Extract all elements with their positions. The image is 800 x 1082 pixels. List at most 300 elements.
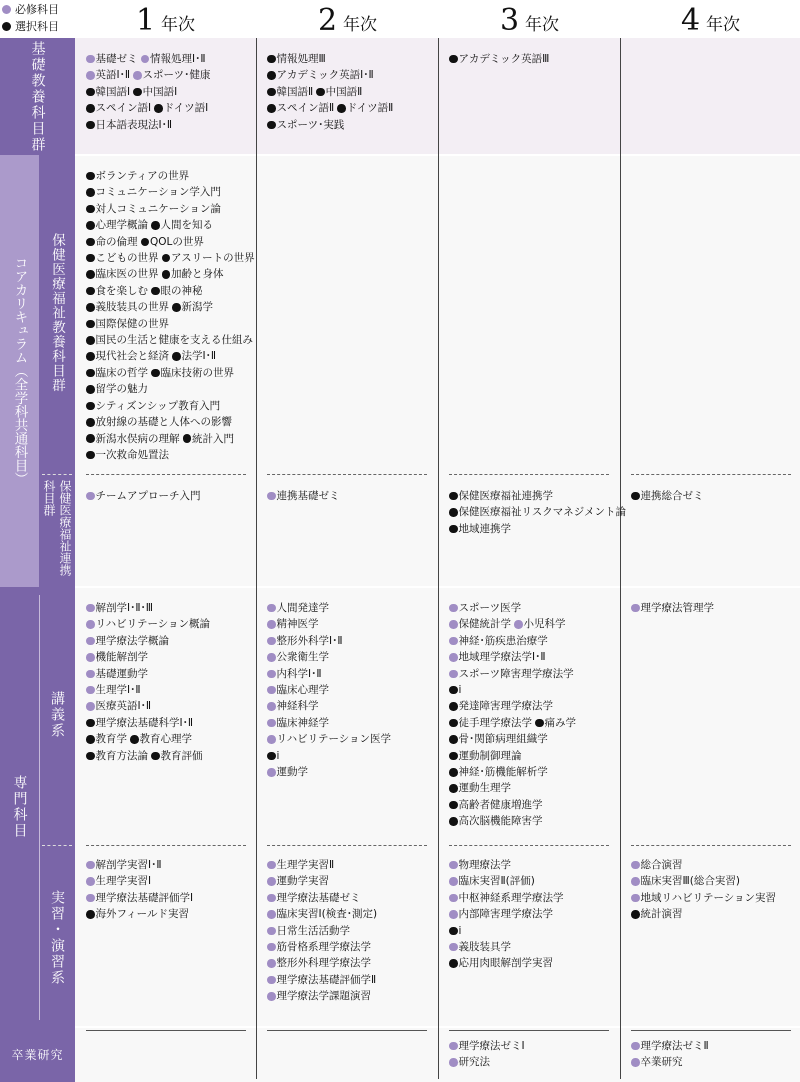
- course-line: [449, 633, 617, 649]
- course-item: [162, 250, 255, 266]
- elective-dot-icon: [172, 352, 181, 361]
- course-item: [86, 381, 148, 397]
- course-item: [151, 365, 234, 381]
- required-dot-icon: [267, 604, 276, 613]
- course-item: [86, 731, 127, 747]
- solid-separator: [449, 1030, 609, 1031]
- course-name: 放射線の基礎と人体への影響: [95, 416, 232, 429]
- category-graduation: 卒業研究: [0, 1027, 75, 1082]
- elective-dot-icon: [631, 492, 640, 501]
- elective-dot-icon: [172, 303, 181, 312]
- course-item: [267, 988, 371, 1004]
- course-line: [86, 67, 254, 83]
- cell-core-collab-year2: [267, 488, 435, 504]
- course-line: [267, 857, 435, 873]
- course-line: [86, 250, 254, 266]
- course-item: [267, 906, 377, 922]
- course-item: [267, 616, 319, 632]
- column-divider: [256, 38, 257, 1079]
- category-basic: 基礎教養科目群: [0, 38, 75, 155]
- course-name: 整形外科理学療法学: [276, 957, 371, 970]
- course-line: [449, 797, 617, 813]
- course-name: 臨床実習Ⅰ(検査･測定): [276, 908, 378, 921]
- year-header-4: 4 年次: [680, 3, 741, 38]
- course-item: [267, 84, 313, 100]
- course-item: [86, 414, 232, 430]
- course-item: [86, 217, 148, 233]
- course-line: [86, 332, 254, 348]
- course-item: [267, 731, 391, 747]
- course-item: [631, 890, 776, 906]
- course-item: [267, 633, 343, 649]
- course-name: 臨床神経学: [276, 716, 329, 729]
- course-name: 命の倫理: [95, 235, 138, 248]
- course-item: [172, 348, 216, 364]
- course-line: [449, 731, 617, 747]
- course-item: [267, 764, 308, 780]
- course-name: 内科学Ⅰ･Ⅱ: [276, 667, 322, 680]
- course-line: [267, 649, 435, 665]
- course-line: [631, 857, 799, 873]
- course-line: [449, 649, 617, 665]
- category-lecture: 講義系: [49, 691, 65, 739]
- elective-dot-icon: [86, 121, 95, 130]
- cell-basic-year3: [449, 51, 617, 67]
- course-name: 教育評価: [160, 749, 203, 762]
- course-item: [267, 715, 329, 731]
- course-line: [86, 299, 254, 315]
- elective-dot-icon: [449, 492, 458, 501]
- course-item: [449, 906, 553, 922]
- elective-dot-icon: [267, 104, 276, 113]
- course-name: 臨床技術の世界: [160, 366, 234, 379]
- cell-core-health-year1: [86, 168, 254, 463]
- legend-elective: 選択科目: [2, 18, 59, 35]
- course-line: [449, 857, 617, 873]
- course-line: [267, 972, 435, 988]
- course-item: [267, 600, 329, 616]
- required-dot-icon: [449, 670, 458, 679]
- course-name: 筋骨格系理学療法学: [276, 941, 371, 954]
- course-item: [267, 67, 374, 83]
- course-line: [449, 923, 617, 939]
- elective-dot-icon: [449, 508, 458, 517]
- dashed-separator: [267, 474, 427, 475]
- course-line: [449, 504, 626, 520]
- course-item: [267, 100, 334, 116]
- course-line: [449, 698, 617, 714]
- course-name: 卒業研究: [640, 1056, 683, 1069]
- course-line: [449, 1054, 617, 1070]
- course-name: 運動生理学: [458, 782, 511, 795]
- course-item: [86, 299, 169, 315]
- elective-dot-icon: [86, 352, 95, 361]
- course-item: [86, 616, 210, 632]
- course-line: [86, 488, 254, 504]
- course-item: [151, 217, 213, 233]
- dashed-separator: [86, 474, 246, 475]
- course-name: 運動学: [276, 766, 308, 779]
- course-line: [267, 731, 435, 747]
- course-item: [86, 666, 148, 682]
- course-item: [449, 873, 535, 889]
- course-line: [267, 117, 435, 133]
- course-item: [631, 1038, 709, 1054]
- required-dot-icon: [86, 861, 95, 870]
- required-dot-icon: [449, 1042, 458, 1051]
- required-dot-icon: [631, 877, 640, 886]
- course-item: [449, 715, 532, 731]
- course-line: [267, 682, 435, 698]
- elective-dot-icon: [86, 303, 95, 312]
- course-item: [267, 955, 371, 971]
- course-line: [86, 283, 254, 299]
- required-dot-icon: [267, 719, 276, 728]
- course-item: [514, 616, 566, 632]
- course-item: [449, 731, 548, 747]
- course-name: 理学療法基礎評価学Ⅱ: [276, 973, 377, 986]
- required-dot-icon: [86, 71, 95, 80]
- cell-core-collab-year1: [86, 488, 254, 504]
- dashed-separator: [631, 474, 791, 475]
- course-name: 加齢と身体: [171, 268, 224, 281]
- course-line: [631, 890, 799, 906]
- course-line: [86, 365, 254, 381]
- course-name: 日本語表現法Ⅰ･Ⅱ: [95, 118, 173, 131]
- course-name: 理学療法学概論: [95, 634, 169, 647]
- course-line: [449, 873, 617, 889]
- course-item: [162, 266, 224, 282]
- course-name: スポーツ障害理学療法学: [458, 667, 574, 680]
- legend: [2, 1, 59, 35]
- course-name: アスリートの世界: [171, 252, 255, 265]
- elective-dot-icon: [267, 88, 276, 97]
- required-dot-icon: [267, 686, 276, 695]
- required-dot-icon: [449, 910, 458, 919]
- course-line: [449, 51, 617, 67]
- course-name: 保健医療福祉連携学: [458, 490, 553, 502]
- course-item: [449, 923, 461, 939]
- course-item: [86, 332, 253, 348]
- course-name: 生理学実習Ⅱ: [276, 859, 335, 871]
- course-name: 機能解剖学: [95, 651, 148, 664]
- course-name: 理学療法ゼミⅠ: [458, 1040, 525, 1052]
- legend-required: 必修科目: [2, 1, 59, 18]
- course-item: [86, 873, 151, 889]
- course-item: [267, 873, 329, 889]
- course-item: [631, 873, 740, 889]
- course-line: [86, 748, 254, 764]
- course-item: [449, 764, 548, 780]
- course-line: [631, 1038, 799, 1054]
- course-name: 地域リハビリテーション実習: [640, 891, 777, 904]
- course-item: [267, 666, 322, 682]
- course-item: [133, 84, 177, 100]
- elective-dot-icon: [86, 418, 95, 427]
- course-name: 神経科学: [276, 700, 319, 713]
- course-name: 総合演習: [640, 859, 683, 871]
- course-name: 眼の神秘: [160, 284, 203, 297]
- required-dot-icon: [141, 55, 150, 64]
- course-line: [631, 1054, 799, 1070]
- course-item: [86, 67, 130, 83]
- course-line: [86, 666, 254, 682]
- course-name: スポーツ･健康: [142, 69, 211, 82]
- course-item: [86, 84, 130, 100]
- band-gap: [0, 1026, 800, 1028]
- course-item: [316, 84, 362, 100]
- course-name: 臨床実習Ⅱ(評価): [458, 875, 535, 888]
- course-name: 公衆衛生学: [276, 651, 329, 664]
- required-dot-icon: [86, 702, 95, 711]
- required-dot-icon: [267, 670, 276, 679]
- course-name: 内部障害理学療法学: [458, 908, 553, 921]
- course-line: [86, 84, 254, 100]
- course-line: [86, 117, 254, 133]
- cell-lecture-year3: [449, 600, 617, 830]
- course-line: [267, 616, 435, 632]
- required-dot-icon: [267, 702, 276, 711]
- course-name: 応用肉眼解剖学実習: [458, 957, 553, 970]
- course-line: [86, 731, 254, 747]
- elective-dot-icon: [86, 434, 95, 443]
- course-line: [267, 51, 435, 67]
- course-item: [449, 857, 511, 873]
- course-item: [267, 857, 334, 873]
- elective-dot-icon: [86, 451, 95, 460]
- course-item: [267, 117, 344, 133]
- elective-dot-icon: [86, 172, 95, 181]
- cell-practice-year1: [86, 857, 254, 923]
- course-item: [631, 1054, 683, 1070]
- elective-dot-icon: [86, 88, 95, 97]
- year-header-3: 3 年次: [499, 3, 560, 38]
- course-name: 対人コミュニケーション論: [95, 202, 221, 215]
- course-line: [267, 633, 435, 649]
- course-item: [86, 117, 172, 133]
- course-name: アカデミック英語Ⅰ･Ⅱ: [276, 69, 374, 82]
- course-line: [449, 890, 617, 906]
- elective-dot-icon: [449, 686, 458, 695]
- required-dot-icon: [86, 637, 95, 646]
- course-name: スペイン語Ⅰ: [95, 102, 152, 115]
- cell-practice-year2: [267, 857, 435, 1005]
- course-name: 物理療法学: [458, 859, 511, 871]
- course-item: [86, 748, 148, 764]
- course-item: [267, 488, 340, 504]
- course-name: 留学の魅力: [95, 383, 148, 396]
- elective-dot-icon: [2, 22, 11, 31]
- course-name: 中国語Ⅰ: [142, 85, 178, 98]
- dashed-separator: [449, 845, 609, 846]
- course-item: [449, 780, 511, 796]
- course-item: [86, 649, 148, 665]
- course-item: [337, 100, 393, 116]
- elective-dot-icon: [449, 702, 458, 711]
- elective-dot-icon: [267, 121, 276, 130]
- column-divider: [438, 38, 439, 1079]
- course-name: 食を楽しむ: [95, 284, 148, 297]
- required-dot-icon: [86, 492, 95, 501]
- required-dot-icon: [631, 1058, 640, 1067]
- course-line: [267, 100, 435, 116]
- course-name: 生理学実習Ⅰ: [95, 875, 152, 888]
- course-name: 小児科学: [523, 618, 566, 631]
- course-item: [449, 955, 553, 971]
- course-item: [130, 731, 192, 747]
- course-name: i: [276, 749, 280, 762]
- course-item: [449, 616, 511, 632]
- course-item: [183, 431, 235, 447]
- required-dot-icon: [267, 910, 276, 919]
- course-name: 臨床実習Ⅲ(総合実習): [640, 875, 740, 888]
- required-dot-icon: [449, 861, 458, 870]
- course-line: [267, 923, 435, 939]
- required-dot-icon: [267, 637, 276, 646]
- course-line: [267, 488, 435, 504]
- course-line: [86, 682, 254, 698]
- course-line: [267, 84, 435, 100]
- course-name: 義肢装具学: [458, 941, 511, 954]
- course-line: [267, 988, 435, 1004]
- course-item: [449, 748, 522, 764]
- course-item: [172, 299, 213, 315]
- required-dot-icon: [86, 55, 95, 64]
- cell-graduation-year4: [631, 1038, 799, 1071]
- course-item: [267, 748, 279, 764]
- course-item: [449, 698, 553, 714]
- course-item: [86, 100, 151, 116]
- course-line: [449, 780, 617, 796]
- course-name: 運動制御理論: [458, 749, 522, 762]
- elective-dot-icon: [86, 910, 95, 919]
- elective-dot-icon: [449, 927, 458, 936]
- cell-graduation-year3: [449, 1038, 617, 1071]
- required-dot-icon: [631, 861, 640, 870]
- course-item: [449, 504, 626, 520]
- course-name: 連携総合ゼミ: [640, 490, 704, 502]
- required-dot-icon: [86, 894, 95, 903]
- course-item: [151, 283, 203, 299]
- course-line: [449, 813, 617, 829]
- course-item: [535, 715, 576, 731]
- course-name: 理学療法ゼミⅡ: [640, 1040, 709, 1052]
- course-line: [267, 715, 435, 731]
- course-name: 地域理学療法学Ⅰ･Ⅱ: [458, 651, 546, 664]
- course-line: [86, 184, 254, 200]
- course-line: [86, 649, 254, 665]
- course-name: 基礎運動学: [95, 667, 148, 680]
- course-item: [267, 890, 361, 906]
- course-item: [449, 633, 548, 649]
- course-name: 一次救命処置法: [95, 448, 169, 461]
- category-practice: 実習・演習系: [49, 889, 65, 986]
- required-dot-icon: [267, 768, 276, 777]
- course-name: 臨床の哲学: [95, 366, 148, 379]
- course-line: [86, 857, 254, 873]
- elective-dot-icon: [86, 238, 95, 247]
- course-item: [449, 666, 574, 682]
- elective-dot-icon: [151, 221, 160, 230]
- required-dot-icon: [449, 604, 458, 613]
- course-line: [449, 939, 617, 955]
- band-gap: [0, 586, 800, 588]
- course-name: 国際保健の世界: [95, 317, 169, 330]
- course-line: [631, 488, 799, 504]
- required-dot-icon: [267, 943, 276, 952]
- category-core-health: 保健医療福祉教養科目群: [49, 233, 65, 393]
- course-item: [267, 939, 371, 955]
- course-item: [449, 813, 543, 829]
- course-name: 理学療法基礎評価学Ⅰ: [95, 891, 194, 904]
- cell-core-collab-year4: [631, 488, 799, 504]
- course-item: [86, 283, 148, 299]
- required-dot-icon: [267, 976, 276, 985]
- required-dot-icon: [86, 877, 95, 886]
- required-dot-icon: [449, 943, 458, 952]
- course-item: [151, 748, 203, 764]
- course-line: [267, 698, 435, 714]
- course-name: 基礎ゼミ: [95, 53, 138, 65]
- course-line: [86, 348, 254, 364]
- course-name: 情報処理Ⅲ: [276, 53, 326, 65]
- elective-dot-icon: [162, 254, 171, 263]
- cell-core-collab-year3: [449, 488, 626, 537]
- course-name: 教育方法論: [95, 749, 148, 762]
- elective-dot-icon: [267, 55, 276, 64]
- elective-dot-icon: [449, 768, 458, 777]
- course-name: 情報処理Ⅰ･Ⅱ: [150, 53, 206, 65]
- course-name: 高次脳機能障害学: [458, 815, 543, 828]
- course-line: [267, 906, 435, 922]
- course-name: 発達障害理学療法学: [458, 700, 553, 713]
- required-dot-icon: [267, 894, 276, 903]
- required-dot-icon: [449, 1058, 458, 1067]
- course-item: [449, 51, 549, 67]
- course-name: スペイン語Ⅱ: [276, 102, 335, 115]
- course-item: [631, 600, 714, 616]
- course-line: [86, 201, 254, 217]
- elective-dot-icon: [449, 801, 458, 810]
- elective-dot-icon: [86, 385, 95, 394]
- required-dot-icon: [449, 877, 458, 886]
- course-name: 義肢装具の世界: [95, 301, 169, 314]
- course-name: 整形外科学Ⅰ･Ⅱ: [276, 634, 343, 647]
- course-name: 韓国語Ⅰ: [95, 85, 131, 98]
- course-item: [86, 447, 169, 463]
- required-dot-icon: [86, 620, 95, 629]
- course-line: [449, 955, 617, 971]
- elective-dot-icon: [267, 71, 276, 80]
- course-line: [267, 955, 435, 971]
- required-dot-icon: [86, 670, 95, 679]
- course-line: [86, 715, 254, 731]
- course-line: [86, 168, 254, 184]
- course-name: こどもの世界: [95, 252, 159, 265]
- category-specialty: 専門科目: [0, 587, 39, 1027]
- course-name: 研究法: [458, 1056, 490, 1069]
- course-item: [86, 201, 221, 217]
- course-line: [631, 600, 799, 616]
- course-name: 理学療法管理学: [640, 602, 714, 614]
- dashed-separator: [267, 845, 427, 846]
- solid-separator: [267, 1030, 427, 1031]
- course-name: アカデミック英語Ⅲ: [458, 53, 550, 65]
- course-item: [141, 234, 204, 250]
- course-item: [86, 633, 169, 649]
- course-line: [449, 521, 617, 537]
- course-line: [449, 600, 617, 616]
